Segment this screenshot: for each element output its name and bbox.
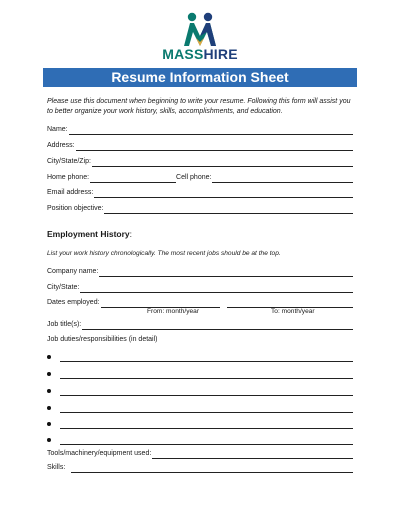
job-titles-line[interactable] [82,322,353,330]
tools-field[interactable] [47,449,353,459]
from-caption: From: month/year [147,308,200,315]
skills-label: Skills: [47,464,66,471]
brand-wordmark [0,46,400,62]
city-state-zip-label: City/State/Zip: [47,158,91,165]
dates-label: Dates employed: [47,299,100,306]
duty-input-line[interactable] [60,371,353,379]
objective-field[interactable] [47,204,353,214]
home-phone-line[interactable] [90,175,176,183]
city-state-zip-line[interactable] [92,159,353,167]
employment-heading-colon: : [129,229,133,239]
cell-phone-line[interactable] [212,175,353,183]
bullet-dot [47,355,51,359]
page-title: Resume Information Sheet [43,68,357,87]
dates-from-line[interactable] [101,300,220,308]
name-field[interactable] [47,125,353,135]
address-field[interactable] [47,141,353,151]
duty-line-2[interactable] [47,369,353,379]
dates-field [47,298,353,308]
bullet-dot [47,406,51,410]
duty-input-line[interactable] [60,388,353,396]
duty-input-line[interactable] [60,405,353,413]
bullet-dot [47,389,51,393]
name-label: Name: [47,126,68,133]
email-field[interactable] [47,188,353,198]
cell-phone-label: Cell phone: [176,174,212,181]
address-line[interactable] [76,143,353,151]
objective-line[interactable] [104,206,353,214]
duty-line-4[interactable] [47,403,353,413]
bullet-dot [47,372,51,376]
home-phone-label: Home phone: [47,174,90,181]
phone-field-row [47,173,353,183]
duty-input-line[interactable] [60,437,353,445]
city-state-field[interactable] [47,283,353,293]
duties-label: Job duties/responsibilities (in detail) [47,336,158,343]
employment-heading [47,229,132,239]
name-line[interactable] [69,127,353,135]
job-titles-field[interactable] [47,320,353,330]
email-line[interactable] [94,190,353,198]
duty-line-3[interactable] [47,386,353,396]
employment-instructions: List your work history chronologically. The most recent jobs should be at the top. [47,250,281,257]
job-titles-label: Job title(s): [47,321,82,328]
bullet-dot [47,422,51,426]
masshire-logo [0,12,400,62]
skills-field[interactable] [47,463,353,473]
city-state-label: City/State: [47,284,80,291]
city-state-zip-field[interactable] [47,157,353,167]
brand-mass: MASS [162,46,204,62]
tools-label: Tools/machinery/equipment used: [47,450,152,457]
email-label: Email address: [47,189,94,196]
address-label: Address: [47,142,75,149]
company-field[interactable] [47,267,353,277]
dates-to-line[interactable] [227,300,353,308]
company-label: Company name: [47,268,99,275]
duty-input-line[interactable] [60,354,353,362]
to-caption: To: month/year [271,308,315,315]
skills-line[interactable] [71,465,353,473]
employment-heading-text: Employment History [47,229,130,239]
objective-label: Position objective: [47,205,104,212]
intro-text: Please use this document when beginning to write your resume. Following this form will assist you to better organize your work history, skills, accomplishments, and education. [47,98,351,115]
duty-input-line[interactable] [60,421,353,429]
duty-line-6[interactable] [47,435,353,445]
masshire-logo-icon [178,12,222,46]
duty-line-5[interactable] [47,419,353,429]
tools-line[interactable] [152,451,353,459]
duty-line-1[interactable] [47,352,353,362]
brand-hire: HIRE [203,46,238,62]
company-line[interactable] [99,269,353,277]
bullet-dot [47,438,51,442]
city-state-line[interactable] [80,285,353,293]
